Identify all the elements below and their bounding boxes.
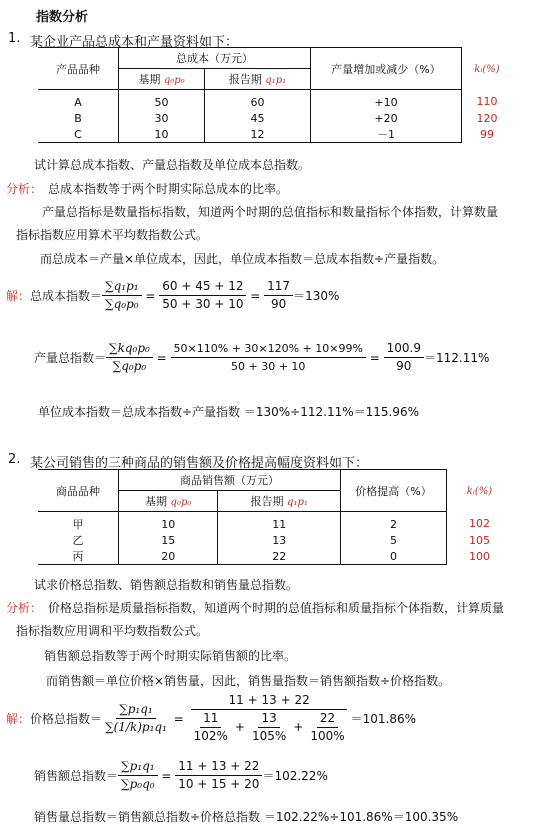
page-title: 指数分析 [36, 10, 89, 25]
analysis-1-line-4: 而总成本＝产量×单位成本，因此，单位成本指数＝总成本指数÷产量指数。 [40, 252, 445, 266]
cell: 102 [469, 517, 490, 531]
cell: +20 [311, 110, 462, 126]
cell: 丙 [38, 548, 119, 565]
analysis-label-1: 分析： [6, 182, 43, 196]
fraction: $\frac{\text{∑p₁q₁}}{\text{∑p₀q₀}}$ [118, 758, 158, 793]
cost-table [38, 47, 512, 143]
fraction: $\frac{50\times 110\% + 30\times 120\% + 10\times 99\%}{50 + 30 + 10}$ [171, 340, 366, 375]
cell: 50 [119, 90, 205, 111]
formula-result: ＝130% [293, 289, 340, 303]
formula-label: 销售额总指数＝ [34, 769, 119, 783]
cell: 45 [205, 110, 311, 126]
header-base: 基期 q₀p₀ [119, 69, 205, 90]
cell: 30 [119, 110, 205, 126]
fraction: $\frac{\text{∑p₁q₁}}{\text{∑(1/k)p₁q₁}}$ [105, 702, 167, 734]
solution-label-2: 解： [6, 712, 31, 726]
cell: 5 [341, 532, 447, 548]
fraction: $\frac{11 + 13 + 22}{10 + 15 + 20}$ [175, 758, 262, 793]
analysis-2-line-4: 而销售额＝单位价格×销售量，因此，销售量指数＝销售额指数÷价格指数。 [46, 674, 451, 688]
cell: +10 [311, 90, 462, 111]
cell: 100 [469, 549, 490, 563]
cell: 10 [119, 126, 205, 143]
cell: 11 [218, 512, 341, 533]
header-sales: 商品销售额（万元） [119, 470, 341, 491]
header-k: kᵢ(%) [466, 486, 493, 497]
table-row [38, 110, 512, 126]
table-row [38, 532, 512, 548]
task-2: 试求价格总指数、销售额总指数和销售量总指数。 [34, 578, 299, 592]
header-total-cost: 总成本（万元） [119, 48, 311, 69]
analysis-2-line-1: 价格总指标是质量指标指数，知道两个时期的总值指标和质量指标个体指数，计算质量 [48, 601, 505, 615]
analysis-label-2: 分析： [6, 601, 43, 615]
task-1: 试计算总成本指数、产量总指数及单位成本总指数。 [34, 158, 311, 172]
cell: 甲 [38, 512, 119, 533]
question-2-text: 某公司销售的三种商品的销售额及价格提高幅度资料如下： [30, 456, 369, 471]
table-row [38, 512, 512, 533]
header-change: 价格提高（%） [341, 470, 447, 512]
table-row [38, 126, 512, 143]
cell: 12 [205, 126, 311, 143]
fraction: $\frac{\text{∑q₁p₁}}{\text{∑q₀p₀}}$ [102, 278, 142, 313]
header-product: 商品品种 [38, 470, 119, 512]
cell: 10 [119, 512, 218, 533]
header-product: 产品品种 [38, 48, 119, 90]
formula-total-cost: 解： 总成本指数＝ $\frac{\text{∑q₁p₁}}{\text{∑q₀p₀}}$ = $\frac{60 + 45 + 12}{50 + 30 + 10}$ = $\frac{117}{90}$ ＝130% [6, 279, 340, 311]
solution-label-1: 解： [6, 289, 31, 303]
fraction: $\frac{60 + 45 + 12}{50 + 30 + 10}$ [159, 278, 246, 313]
formula-unit-cost: 单位成本指数＝总成本指数÷产量指数 ＝130%÷112.11%＝115.96% [38, 405, 420, 419]
cell: 120 [476, 111, 498, 125]
formula-quantity: 产量总指数＝ $\frac{\text{∑kq₀p₀}}{\text{∑q₀p₀}}$ = $\frac{50\times 110\% + 30\times 120\% + 10\times 99\%}{50 + 30 + 10}$ = $\frac{100.9}{90}$ ＝112.11% [34, 341, 490, 373]
fraction: $\frac{117}{90}$ [264, 278, 293, 313]
cell: A [38, 90, 119, 111]
analysis-2-line-3: 销售额总指数等于两个时期实际销售额的比率。 [44, 649, 297, 663]
cell: 0 [341, 548, 447, 565]
formula-result: ＝101.86% [350, 712, 417, 726]
table-row [38, 548, 512, 565]
cell: 20 [119, 548, 218, 565]
question-1-text: 某企业产品总成本和产量资料如下： [30, 35, 239, 50]
formula-label: 总成本指数＝ [30, 289, 103, 303]
analysis-1-line-3: 指标指数应用算术平均数指数公式。 [16, 228, 209, 242]
formula-price-index: 解： 价格总指数＝ $\frac{\text{∑p₁q₁}}{\text{∑(1/k)p₁q₁}}$ = 11 + 13 + 22 $\frac{11}{102\%}$ + $\frac{13}{105\%}$ + $\frac{22}{100\%}$ ＝101.86% [6, 693, 417, 743]
header-change: 产量增加或减少（%） [311, 48, 462, 90]
cell: C [38, 126, 119, 143]
analysis-2-line-2: 指标指数应用调和平均数指数公式。 [16, 624, 209, 638]
cell: 105 [469, 533, 490, 547]
sales-table [38, 469, 512, 565]
formula-label: 价格总指数＝ [30, 712, 103, 726]
formula-sales-index: 销售额总指数＝ $\frac{\text{∑p₁q₁}}{\text{∑p₀q₀}}$ = $\frac{11 + 13 + 22}{10 + 15 + 20}$ ＝102.22% [34, 759, 328, 791]
cell: 乙 [38, 532, 119, 548]
question-2-number: 2. [8, 452, 21, 467]
header-report: 报告期 q₁p₁ [218, 491, 341, 512]
cell: 110 [476, 95, 498, 109]
fraction: $\frac{100.9}{90}$ [384, 340, 424, 375]
table-row [38, 90, 512, 111]
cell: 15 [119, 532, 218, 548]
formula-result: ＝112.11% [423, 351, 490, 365]
header-k: kᵢ(%) [474, 64, 500, 75]
question-1-number: 1. [8, 31, 21, 46]
header-base: 基期 q₀p₀ [119, 491, 218, 512]
cell: 22 [218, 548, 341, 565]
cell: 13 [218, 532, 341, 548]
cell: 99 [480, 127, 494, 141]
cell: B [38, 110, 119, 126]
fraction: 11 + 13 + 22 $\frac{11}{102\%}$ + $\frac{13}{105\%}$ + $\frac{22}{100\%}$ [188, 692, 351, 745]
fraction: $\frac{\text{∑kq₀p₀}}{\text{∑q₀p₀}}$ [106, 340, 153, 375]
formula-label: 产量总指数＝ [34, 351, 107, 365]
cell: 60 [205, 90, 311, 111]
formula-result: ＝102.22% [262, 769, 328, 783]
analysis-1-line-2: 产量总指标是数量指标指数，知道两个时期的总值指标和数量指标个体指数，计算数量 [42, 205, 499, 219]
cell: －1 [311, 126, 462, 143]
analysis-1-line-1: 总成本指数等于两个时期实际总成本的比率。 [48, 182, 289, 196]
formula-volume-index: 销售量总指数＝销售额总指数÷价格总指数 ＝102.22%÷101.86%＝100.35% [34, 810, 459, 824]
header-report: 报告期 q₁p₁ [205, 69, 311, 90]
cell: 2 [341, 512, 447, 533]
